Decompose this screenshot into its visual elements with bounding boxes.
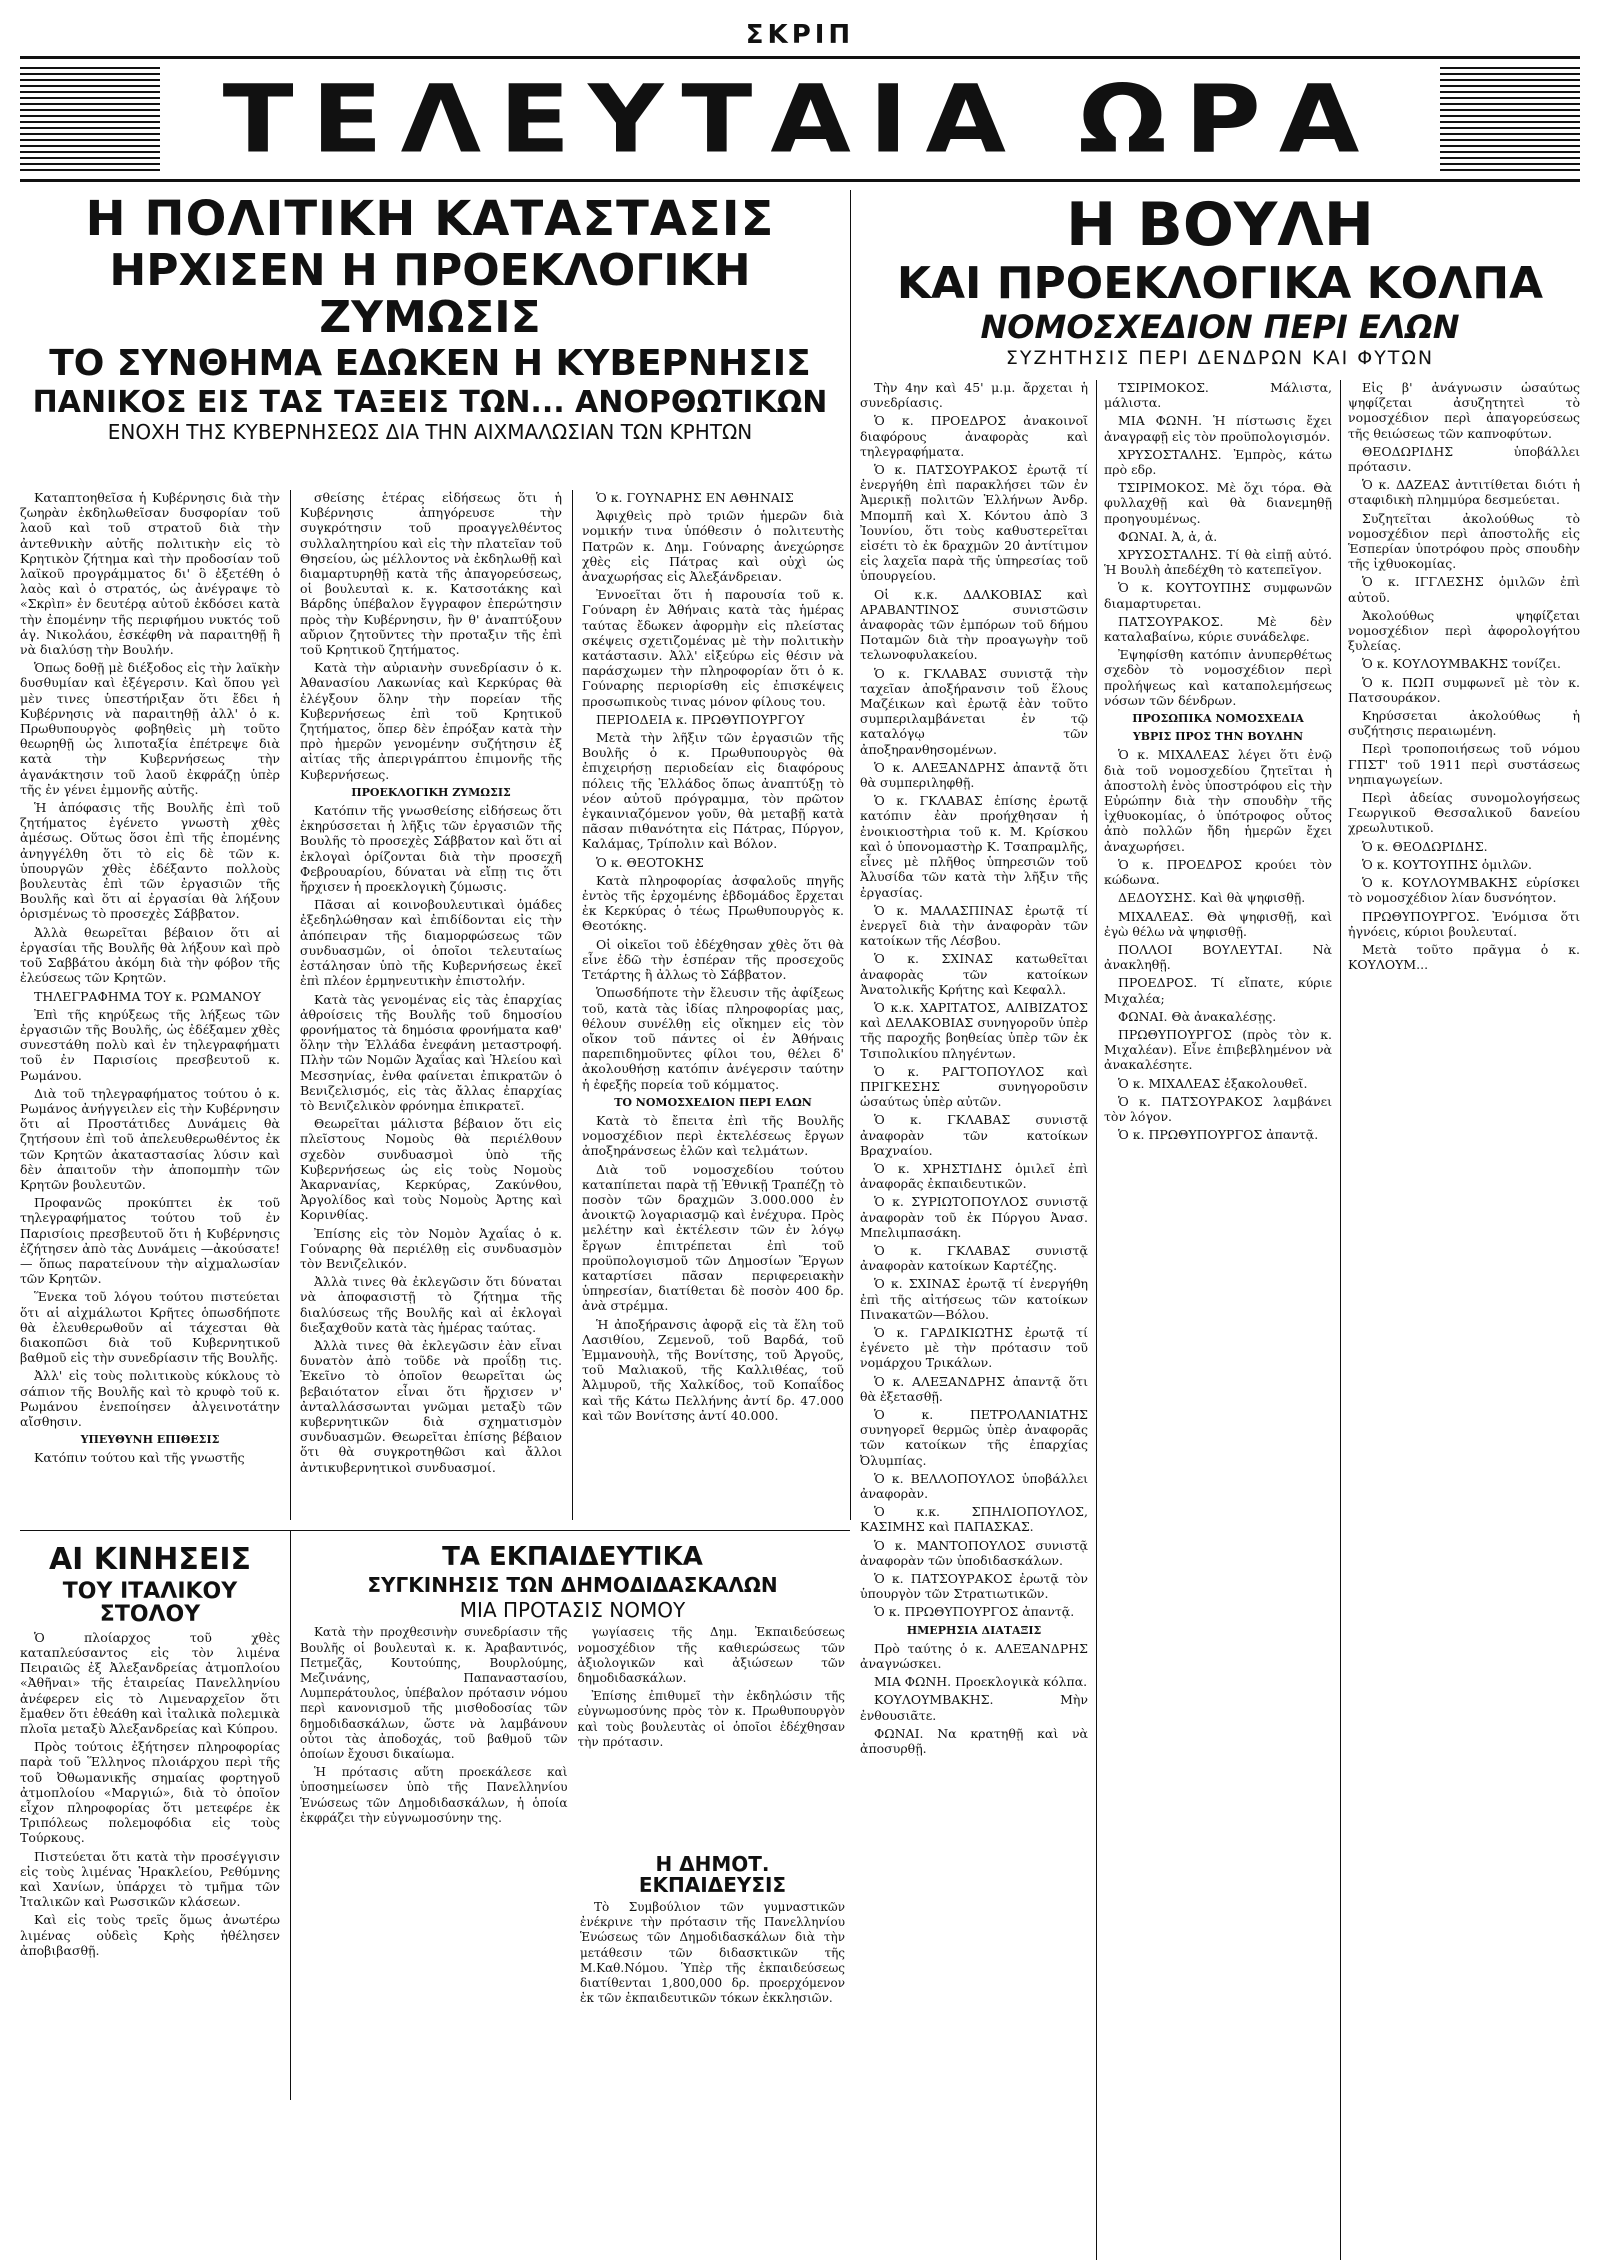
paragraph: Ὁ κ. ΜΑΛΑΣΠΙΝΑΣ ἐρωτᾷ τί ἐνεργεῖ διὰ τὴν ἀναφορὰν τῶν κατοίκων τῆς Λέσβου.	[860, 902, 1088, 949]
column-divider	[1340, 380, 1341, 2260]
paragraph: Καὶ εἰς τοὺς τρεῖς ὅμως ἀνωτέρω λιμένας οὐδεὶς Κρὴς ἠθέλησεν ἀποβιβασθῇ.	[20, 1912, 280, 1958]
paragraph: ΜΙΑ ΦΩΝΗ. Ἡ πίστωσις ἔχει ἀναγραφῇ εἰς τὸν προϋπολογισμόν.	[1104, 413, 1332, 444]
right-headline-2: ΚΑΙ ΠΡΟΕΚΛΟΓΙΚΑ ΚΟΛΠΑ	[896, 258, 1544, 309]
edu-body	[300, 1625, 568, 1829]
paragraph: Ἡ πρότασις αὕτη προεκάλεσε καὶ ὑποσημείωσεν ὑπὸ τῆς Πανελληνίου Ἑνώσεως τῶν Δημοδιδασκάλων, ἡ ὁποία ἐκφράζει τὴν εὐγνωμοσύνην της.	[300, 1765, 568, 1825]
edu-body-right	[578, 1625, 846, 1829]
left-column-3	[582, 490, 844, 1520]
paragraph: ΗΜΕΡΗΣΙΑ ΔΙΑΤΑΞΙΣ	[906, 1623, 1042, 1637]
paragraph: Ὁ κ. ΘΕΟΔΩΡΙΔΗΣ.	[1362, 838, 1488, 854]
paragraph: ΠΟΛΛΟΙ ΒΟΥΛΕΥΤΑΙ. Νὰ ἀνακληθῇ.	[1104, 941, 1332, 973]
banner	[20, 56, 1580, 182]
paragraph: Ὁπωσδήποτε τὴν ἔλευσιν τῆς ἀφίξεως τοῦ, κατὰ τὰς ἰδίας πληροφορίας μας, θέλουν συνέλθῃ εἰς οἴκημεν εἰς τὸν οἴκον τοῦ πάντες οἱ ἐν Ἀθήναις παρεπιδημοῦντες φίλοι του, θέλει δ' ἀκολουθήσῃ κατόπιν ἀνέγερσιν ταύτην ἡ ἐφεξῆς πορεία τοῦ κόμματος.	[582, 985, 844, 1092]
right-headline-3: ΝΟΜΟΣΧΕΔΙΟΝ ΠΕΡΙ ΕΛΩΝ	[980, 308, 1460, 347]
paragraph: Ἀλλ' εἰς τοὺς πολιτικοὺς κύκλους τὸ σάπιον τῆς Βουλῆς καὶ τὸ κρυφὸ τοῦ κ. Ρωμάνου ἐνεποίησεν ἀλγεινοτάτην αἴσθησιν.	[20, 1368, 280, 1429]
paragraph: Ὁ κ. ΚΟΥΛΟΥΜΒΑΚΗΣ τονίζει.	[1362, 656, 1561, 672]
paragraph: ΜΙΑ ΦΩΝΗ. Προεκλογικὰ κόλπα.	[874, 1674, 1088, 1690]
edu-headline-1: ΤΑ ΕΚΠΑΙΔΕΥΤΙΚΑ	[442, 1542, 703, 1572]
paragraph: ΘΕΟΔΩΡΙΔΗΣ ὑποβάλλει πρότασιν.	[1348, 443, 1580, 475]
paragraph: Ὁ κ. ΠΕΤΡΟΛΑΝΙΑΤΗΣ συνηγορεῖ θερμῶς ὑπὲρ ἀναφορᾶς τῶν κατοίκων τῆς ἐπαρχίας Ὀλυμπίας.	[860, 1407, 1088, 1468]
paragraph: Καταπτοηθεῖσα ἡ Κυβέρνησις διὰ τὴν ζωηρὰν ἐκδηλωθεῖσαν δυσφορίαν τοῦ λαοῦ καὶ τοῦ στρατοῦ διὰ τὴν ἀντεθνικὴν αὐτῆς πολιτικὴν εἰς τὸ Κρητικὸν ζήτημα καὶ τὴν προδοσίαν τοῦ λαϊκοῦ προγράμματος δι' ὃ ἐξετέθη ὁ λαὸς καὶ ὁ στρατός, ὡς ἀνέγραψε τὸ «Σκρὶπ» ἐν δευτέρᾳ αὐτοῦ ἐκδόσει κατὰ τὴν ἐπομένην τῆς περιφήμου νυκτός τοῦ ἁγ. Νικολάου, ἐσκέφθη νὰ παραιτηθῇ ἢ νὰ διαλύσῃ τὴν Βουλήν.	[20, 490, 280, 658]
paragraph: Οἱ οἰκεῖοι τοῦ ἐδέχθησαν χθὲς ὅτι θὰ εἶνε ἐδῶ τὴν ἑσπέραν τῆς προσεχοῦς Τετάρτης ἢ ἀλλως τὸ Σάββατον.	[582, 936, 844, 983]
paragraph: Ἐννοεῖται ὅτι ἡ παρουσία τοῦ κ. Γούναρη ἐν Ἀθήναις κατὰ τὰς ἡμέρας ταύτας ἔδωκεν ἀφορμὴν εἰς πλείστας σκέψεις σχετιζομένας μὲ τὴν πολιτικὴν κατάστασιν. Ἀλλ' εἰξεύρω εἰς θέσιν νὰ παράσχωμεν τὴν πληροφορίαν ὅτι ὁ κ. Γούναρης περιορίσθη εἰς ἐπισκέψεις προσωπικοὺς τινας μόνον φίλους του.	[582, 587, 844, 709]
paragraph: Περὶ τροποποιήσεως τοῦ νόμου ΓΠΣΤ' τοῦ 1911 περὶ συστάσεως νηπιαγωγείων.	[1348, 741, 1580, 787]
paragraph: Ἀφιχθεὶς πρὸ τριῶν ἡμερῶν διὰ νομικήν τινα ὑπόθεσιν ὁ πολιτευτὴς Πατρῶν κ. Δημ. Γούναρης ἀνεχώρησε χθὲς εἰς Πάτρας καὶ οὐχὶ ὡς ἀναχωρήσας εἰς Ἀλεξάνδρειαν.	[582, 508, 844, 585]
paragraph: Κατὰ πληροφορίας ἀσφαλοῦς πηγῆς ἐντὸς τῆς ἐρχομένης ἑβδομάδος ἔρχεται ἐκ Κερκύρας ὁ τέως Πρωθυπουργὸς κ. Θεοτόκης.	[582, 872, 844, 934]
paragraph: ΥΒΡΙΣ ΠΡΟΣ ΤΗΝ ΒΟΥΛΗΝ	[1132, 730, 1304, 744]
left-column-2	[300, 490, 562, 1520]
column-divider	[290, 1530, 291, 2100]
left-column-1	[20, 490, 280, 1520]
paragraph: Ἐπὶ τῆς κηρύξεως τῆς λήξεως τῶν ἐργασιῶν τῆς Βουλῆς, ὡς ἐδέξαμεν χθὲς συνεστάθη πολὺ καὶ ἐν τηλεγραφήματι τοῦ ἐν Παρισίοις πρεσβευτοῦ κ. Ρωμάνου.	[20, 1006, 280, 1083]
paragraph: Ὁ κ. ΡΑΓΤΟΠΟΥΛΟΣ καὶ ΠΡΙΓΚΕΣΗΣ συνηγοροῦσιν ὡσαύτως ὑπὲρ αὐτῶν.	[860, 1063, 1088, 1110]
paragraph: Ἐπίσης ἐπιθυμεῖ τὴν ἐκδηλώσιν τῆς εὐγνωμοσύνης πρὸς τὸν κ. Πρωθυπουργὸν καὶ τοὺς βουλευτὰς οἱ ὁποῖοι ἐδέχθησαν τὴν πρότασιν.	[577, 1689, 845, 1749]
paragraph: Ὁ κ.κ. ΣΠΗΛΙΟΠΟΥΛΟΣ, ΚΑΣΙΜΗΣ καὶ ΠΑΠΑΣΚΑΣ.	[860, 1504, 1088, 1535]
paragraph: Πιστεύεται ὅτι κατὰ τὴν προσέγγισιν εἰς τοὺς λιμένας Ἡρακλείου, Ρεθύμνης καὶ Χανίων, ὑπάρχει τὸ τμῆμα τῶν Ἰταλικῶν καὶ Ρωσσικῶν κλάσεων.	[20, 1848, 280, 1910]
paragraph: Ὁ κ. ΓΑΡΔΙΚΙΩΤΗΣ ἐρωτᾷ τί ἐγένετο μὲ τὴν πρότασιν τοῦ νομάρχου Τρικάλων.	[860, 1324, 1088, 1371]
paragraph: Ὁ κ. ΣΧΙΝΑΣ κατωθεῖται ἀναφορὰς τῶν κατοίκων Ἀνατολικῆς Κρήτης καὶ Κεφαλλ.	[860, 951, 1088, 997]
paragraph: Κατόπιν τῆς γνωσθείσης εἰδήσεως ὅτι ἐκηρύσσεται ἡ λῆξις τῶν ἐργασιῶν τῆς Βουλῆς τὸ προσεχὲς Σάββατον καὶ ὅτι αἱ ἐκλογαὶ ὁρίζονται διὰ τὴν προσεχῆ Φεβρουαρίου, δύναται νὰ εἴπῃ τις ὅτι ἤρχισεν ἡ προεκλογικὴ ζύμωσις.	[300, 803, 562, 895]
paragraph: Ὁ κ. ΠΡΟΕΔΡΟΣ ἀνακοινοῖ διαφόρους ἀναφορὰς καὶ τηλεγραφήματα.	[860, 413, 1088, 459]
left-headline-2: ΗΡΧΙΣΕΝ Η ΠΡΟΕΚΛΟΓΙΚΗ ΖΥΜΩΣΙΣ	[109, 245, 751, 343]
right-column-2	[1104, 380, 1332, 2260]
paragraph: Ὁ κ. ΙΓΓΛΕΣΗΣ ὁμιλῶν ἐπὶ αὐτοῦ.	[1348, 574, 1580, 605]
paragraph: Ὁ κ. ΚΟΥΛΟΥΜΒΑΚΗΣ εὑρίσκει τὸ νομοσχέδιον λίαν δυσνόητον.	[1348, 875, 1580, 906]
paragraph: Συζητεῖται ἀκολούθως τὸ νομοσχέδιον περὶ ἀποστολῆς εἰς Ἑσπερίαν ὑποτρόφου πρὸς σπουδὴν τῆς ἰχθυοκομίας.	[1348, 510, 1580, 572]
paragraph: Ὁ κ. ΣΥΡΙΩΤΟΠΟΥΛΟΣ συνιστᾷ ἀναφορὰν τοῦ ἐκ Πύργου Ἀνασ. Μπελιμπασάκη.	[860, 1194, 1088, 1240]
right-headline-block	[860, 190, 1580, 373]
paragraph: Ὁ κ. ΓΚΛΑΒΑΣ ἐπίσης ἐρωτᾷ κατόπιν ἐὰν προήχθησαν ἡ ἐνοικιοστὴρια τοῦ κ. Μ. Κρίσκου καὶ ὁ ὑπονομαστὴρ Κ. Τσαπραμλῆς, εἶνες μὲ πλῆθος ὑπηρεσιῶν τοῦ Ἀλυσίδα τῶν κατὰ τὴν λῆξιν τῆς ἐργασίας.	[860, 793, 1088, 900]
paragraph: Ἐπίσης εἰς τὸν Νομὸν Ἀχαΐας ὁ κ. Γούναρης θὰ περιέλθῃ εἰς συνδυασμὸν τὸν Βενιζελικόν.	[300, 1225, 562, 1271]
left-headline-4: ΠΑΝΙΚΟΣ ΕΙΣ ΤΑΣ ΤΑΞΕΙΣ ΤΩΝ... ΑΝΟΡΘΩΤΙΚΩΝ	[32, 384, 828, 420]
paragraph: ΤΟ ΝΟΜΟΣΧΕΔΙΟΝ ΠΕΡΙ ΕΛΩΝ	[614, 1095, 812, 1109]
edu-headline-2: ΣΥΓΚΙΝΗΣΙΣ ΤΩΝ ΔΗΜΟΔΙΔΑΣΚΑΛΩΝ	[367, 1573, 778, 1598]
paragraph: ΜΙΧΑΛΕΑΣ. Θὰ ψηφισθῇ, καὶ ἐγὼ θέλω νὰ ψηφισθῇ.	[1104, 908, 1332, 939]
navy-body	[20, 1630, 280, 1961]
column-divider	[290, 490, 291, 1520]
paragraph: ΤΗΛΕΓΡΑΦΗΜΑ ΤΟΥ κ. ΡΩΜΑΝΟΥ	[34, 988, 262, 1004]
paragraph: Ὁ κ.κ. ΧΑΡΙΤΑΤΟΣ, ΑΛΙΒΙΖΑΤΟΣ καὶ ΔΕΛΑΚΟΒΙΑΣ συνηγοροῦν ὑπὲρ τῆς παροχῆς βοηθείας ὑπὲρ τῶν ἐκ Τσιπολικίου πληγέντων.	[860, 999, 1088, 1061]
paragraph: Ἀλλὰ τινες θὰ ἐκλεγῶσιν ἐὰν εἶναι δυνατὸν ἀπὸ τοῦδε νὰ προΐδῃ τις. Ἐκεῖνο τὸ ὁποῖον θεωρεῖται ὡς βεβαιότατον εἶναι ὅτι ἤρχισεν ν' ἀνταλλάσσωνται γνῶμαι μεταξὺ τῶν κυβερνητικῶν διὰ σχηματισμὸν συνδυασμῶν. Θεωρεῖται ἐπίσης βέβαιον ὅτι θὰ συγκροτηθῶσι καὶ ἄλλοι ἀντικυβερνητικοὶ συνδυασμοί.	[300, 1337, 562, 1475]
education-article	[300, 1540, 845, 1840]
paragraph: ΦΩΝΑΙ. Να κρατηθῇ καὶ νὰ ἀποσυρθῇ.	[860, 1725, 1088, 1757]
paragraph: Ἀκολούθως ψηφίζεται νομοσχέδιον περὶ ἀφορολογήτου ξυλείας.	[1348, 607, 1580, 654]
paragraph: Πᾶσαι αἱ κοινοβουλευτικαὶ ὁμάδες ἐξεδηλώθησαν καὶ ἐπιδίδονται εἰς τὴν ἀπόπειραν τῆς διαμορφώσεως τῶν συνδυασμῶν, οἱ ὁποῖοι τελευταίως ἐστάλησαν ὑπὸ τῆς Κυβερνήσεως ἐκεῖ ἐπὶ πλέον ἑρμηνευτικὴν ἐπιστολήν.	[300, 897, 562, 989]
paragraph: Ἀλλὰ θεωρεῖται βέβαιον ὅτι αἱ ἐργασίαι τῆς Βουλῆς θὰ λήξουν καὶ πρὸ τοῦ Σαββάτου ἀκόμη διὰ τὴν φόβον τῆς ἐλεύσεως τῶν Κρητῶν.	[20, 924, 280, 986]
paragraph: Ὁ κ. ΓΚΛΑΒΑΣ συνιστᾷ ἀναφορὰν κατοίκων Καρτέζης.	[860, 1242, 1088, 1274]
paragraph: ΔΕΔΟΥΣΗΣ. Καὶ θὰ ψηφισθῇ.	[1118, 890, 1306, 906]
paragraph: Ἀλλὰ τινες θὰ ἐκλεγῶσιν ὅτι δύναται νὰ ἀποφασιστῇ τὸ ζήτημα τῆς διαλύσεως τῆς Βουλῆς καὶ αἱ ἐκλογαὶ διεξαχθοῦν κατὰ τὰς ἡμέρας ταύτας.	[300, 1274, 562, 1335]
paragraph: Ἡ ἀποξήρανσις ἀφορᾷ εἰς τὰ ἕλη τοῦ Λασιθίου, Ζεμενοῦ, τοῦ Βαρδά, τοῦ Ἐμμανουὴλ, τῆς Βονίτσης, τοῦ Ἀργοῦς, τοῦ Μαλιακοῦ, τῆς Καλλιθέας, τοῦ Ἀλμυροῦ, τῆς Χαλκίδος, τοῦ Κοπαΐδος καὶ τῆς Κάτω Πελλήνης ἀντί δρ. 47.000 καὶ τῶν Βονίτσης ἀντί 40.000.	[582, 1316, 844, 1423]
paragraph: Οἱ κ.κ. ΔΑΛΚΟΒΙΑΣ καὶ ΑΡΑΒΑΝΤΙΝΟΣ συνιστῶσιν ἀναφορὰς τῶν ἐμπόρων τοῦ δήμου Ποταμῶν διὰ τὴν προαγωγὴν τοῦ τελωνοφυλακείου.	[860, 586, 1088, 663]
paragraph: ΠΡΩΘΥΠΟΥΡΓΟΣ (πρὸς τὸν κ. Μιχαλέαν). Εἶνε ἐπιβεβλημένον νὰ ἀνακαλέσητε.	[1104, 1026, 1332, 1073]
paragraph: Ὁ κ. ΠΡΩΘΥΠΟΥΡΓΟΣ ἀπαντᾷ.	[874, 1604, 1075, 1620]
paragraph: Διὰ τοῦ νομοσχεδίου τούτου καταπίπεται παρὰ τῇ Ἐθνικῇ Τραπέζῃ τὸ ποσὸν τῶν δραχμῶν 3.000.000 ἐν ἀνοικτῷ λογαριασμῷ καὶ ἐνέχυρα. Πρὸς μελέτην καὶ ἐκτέλεσιν τῶν ἐν λόγῳ ἔργων ἐπιτρέπεται ἐπὶ τοῦ προϋπολογισμοῦ τῶν Δημοσίων Ἔργων καταρτίσει πᾶσαν περιφερειακὴν ὑπηρεσίαν, διατίθεται δὲ ποσὸν 400 δρ. ἀνὰ στρέμμα.	[582, 1161, 844, 1314]
column-divider-main	[850, 190, 851, 1520]
paragraph: ΠΡΩΘΥΠΟΥΡΓΟΣ. Ἐνόμισα ὅτι ἠγνόεις, κύριοι βουλευταί.	[1348, 908, 1580, 939]
paragraph: Κατὰ τὴν προχθεσινὴν συνεδρίασιν τῆς Βουλῆς οἱ βουλευταὶ κ. κ. Ἀραβαντινός, Πετμεζᾶς, Κουτούπης, Βουρλούμης, Μεζινάνης, Παπαναστασίου, Λυμπεράτουλος, ὑπέβαλον πρότασιν νόμου περὶ κανονισμοῦ τῆς μισθοδοσίας τῶν δημοδιδασκάλων, ὥστε νὰ λαμβάνουν οὗτοι τὰς ἀποδοχάς, τοῦ βαθμοῦ τῶν ὁποίων ἔχουσι δικαίωμα.	[300, 1625, 568, 1761]
paragraph: ΤΣΙΡΙΜΟΚΟΣ. Μὲ ὅχι τόρα. Θὰ φυλλαχθῇ καὶ θὰ διανεμηθῇ προηγουμένως.	[1104, 480, 1332, 526]
paragraph: Κατὰ τὸ ἔπειτα ἐπὶ τῆς Βουλῆς νομοσχέδιον περὶ ἐκτελέσεως ἔργων ἀποξηράνσεως ἑλῶν καὶ τελμάτων.	[582, 1112, 844, 1159]
page-body	[20, 190, 1580, 2116]
paragraph: Ὁ κ. ΧΡΗΣΤΙΔΗΣ ὁμιλεῖ ἐπὶ ἀναφορᾶς ἐκπαιδευτικῶν.	[860, 1160, 1088, 1192]
paragraph: Ὁ κ. ΠΡΩΘΥΠΟΥΡΓΟΣ ἀπαντᾷ.	[1118, 1127, 1319, 1143]
paragraph: Ὁ κ. ΚΟΥΤΟΥΠΗΣ συμφωνῶν διαμαρτυρεται.	[1104, 580, 1332, 611]
paragraph: ΤΣΙΡΙΜΟΚΟΣ. Μάλιστα, μάλιστα.	[1104, 380, 1332, 411]
paragraph: Ὁ κ. ΑΛΕΞΑΝΔΡΗΣ ἀπαντᾷ ὅτι θὰ ἐξετασθῇ.	[860, 1373, 1088, 1404]
paragraph: ΧΡΥΣΟΣΤΑΛΗΣ. Τί θὰ εἰπῇ αὐτό. Ἡ Βουλὴ ἀπεδέχθη τὸ κατεπεῖγον.	[1104, 547, 1332, 578]
paragraph: Ὁπως δοθῇ μὲ διέξοδος εἰς τὴν λαϊκὴν δυσθυμίαν καὶ ἐξέγερσιν. Καὶ ὅπου γεὶ μὲν τινες ὑπεστήριξαν ὅτι ἔδει ἡ Κυβέρνησις νὰ παραιτηθῇ ἀλλ' ὁ κ. Πρωθυπουργὸς φοβηθεὶς μὴ τοῦτο θεωρηθῇ ὡς λιποταξία ἐπέτρεψε διὰ κατὰ τὴν Κυβερνήσεως τὴν ἀγανάκτησιν τοῦ λαοῦ ἐκφράζῃ ὑπὲρ τῆς ἐν γένει ἐμμονῆς αὐτῆς.	[20, 660, 280, 797]
paragraph: ΦΩΝΑΙ. Θὰ ἀνακαλέσῃς.	[1118, 1008, 1277, 1024]
column-divider	[1096, 380, 1097, 2260]
paragraph: Ὁ κ. ΜΙΧΑΛΕΑΣ λέγει ὅτι ἐνῷ διὰ τοῦ νομοσχεδίου ζητεῖται ἡ ἀποστολὴ ἑνὸς ὑποστρόφου εἰς τὴν Εὐρώπην διὰ τὴν σπουδὴν τῆς ἰχθυοκομίας, ὁ ὑπότροφος οὗτος ἀπὸ πολλῶν ἤδη ἡμερῶν ἔχει ἀναχωρήσει.	[1104, 747, 1332, 854]
paragraph: Ἕνεκα τοῦ λόγου τούτου πιστεύεται ὅτι αἱ αἰχμάλωτοι Κρῆτες ὁπωσδήποτε θὰ ἐλευθερωθοῦν αἱ τάχεσται θὰ διακοπῶσι διὰ τοῦ Κυβερνητικοῦ βαθμοῦ εἰς τὴν συνεδρίασιν τῆς Βουλῆς.	[20, 1289, 280, 1366]
paragraph: Κηρύσσεται ἀκολούθως ἡ συζήτησις περαιωμένη.	[1348, 708, 1580, 739]
paragraph: Κατὰ τὰς γενομένας εἰς τὰς ἐπαρχίας ἀθροίσεις τῆς Βουλῆς τοῦ δημοσίου φρονήματος τὰ δημόσια φρονήματα καθ' ὅλην τὴν Ἑλλάδα ἐνεφάνη μεταστροφή. Πλὴν τῶν Νομῶν Ἀχαΐας καὶ Ἠλείου καὶ Μεσσηνίας, ἐνθα φαίνεται ἐπικρατῶν ὁ Βενιζελισμός, εἰς τὰς ἄλλας ἐπαρχίας τὸ Βενιζελικὸν φρόνημα ἐπικρατεῖ.	[300, 991, 562, 1113]
paragraph: Ὁ κ. ΠΩΠ συμφωνεῖ μὲ τὸν κ. Πατσουράκον.	[1348, 674, 1580, 705]
paragraph: Ἐψηφίσθη κατόπιν ἀνυπερθέτως σχεδὸν τὸ νομοσχέδιον περὶ προλήψεως καὶ καταπολεμήσεως νόσων τῶν δένδρων.	[1104, 647, 1332, 708]
navy-headline-2: ΤΟΥ ΙΤΑΛΙΚΟΥ ΣΤΟΛΟΥ	[62, 1578, 238, 1627]
paragraph: Ὁ κ. ΒΕΛΛΟΠΟΥΛΟΣ ὑποβάλλει ἀναφορὰν.	[860, 1470, 1088, 1502]
paragraph: ΠΡΟΕΔΡΟΣ. Τί εἴπατε, κύριε Μιχαλέα;	[1104, 975, 1332, 1006]
paragraph: Ὁ κ. ΠΡΟΕΔΡΟΣ κρούει τὸν κώδωνα.	[1104, 856, 1332, 888]
navy-article	[20, 1540, 280, 2100]
paragraph: ΚΟΥΛΟΥΜΒΑΚΗΣ. Μὴν ἐνθουσιᾶτε.	[860, 1692, 1088, 1723]
paragraph: Θεωρεῖται μάλιστα βέβαιον ὅτι εἰς πλεῖστους Νομοὺς θὰ περιέλθουν σχεδὸν συνδυασμοὶ ὑπὸ τῆς Κυβερνήσεως ὡς εἰς τοὺς Νομοὺς Ἀκαρνανίας, Κερκύρας, Ζακύνθου, Ἀργολίδος καὶ τοὺς Νομοὺς Ἀρτης καὶ Κορινθίας.	[300, 1116, 562, 1223]
paragraph: Ὁ κ. ΠΑΤΣΟΥΡΑΚΟΣ λαμβάνει τὸν λόγον.	[1104, 1093, 1332, 1124]
left-headline-1: Η ΠΟΛΙΤΙΚΗ ΚΑΤΑΣΤΑΣΙΣ	[85, 191, 775, 247]
paragraph: ΠΕΡΙΟΔΕΙΑ κ. ΠΡΩΘΥΠΟΥΡΓΟΥ	[596, 711, 805, 727]
paragraph: Πρὸς τούτοις ἐξήτησεν πληροφορίας παρὰ τοῦ Ἕλληνος πλοιάρχου περὶ τῆς τοῦ Ὀθωμανικῆς σημαίας φορτηγοῦ ἀτμοπλοίου «Μαργιώ», διὰ τὸ ὁποῖον εἶχον πληροφορίας ὅτι μετεφέρε ἐκ Τριπόλεως πολεμοφόδια εἰς τοὺς Τούρκους.	[20, 1739, 280, 1846]
paragraph: Τὸ Συμβούλιον τῶν γυμναστικῶν ἐνέκρινε τὴν πρότασιν τῆς Πανελληνίου Ἑνώσεως τῶν Δημοδιδασκάλων διὰ τὴν μετάθεσιν τῶν διδασκτικῶν τῆς Μ.Καθ.Νόμου. Ὑπὲρ τῆς ἐκπαιδεύσεως διατίθενται 1,800,000 δρ. προερχόμενον ἐκ τῶν ἐκπαιδευτικῶν τόκων ἐκκλησιῶν.	[580, 1900, 845, 2006]
paragraph: Κατόπιν τούτου καὶ τῆς γνωστῆς	[34, 1450, 245, 1466]
edu-headline-3: ΜΙΑ ΠΡΟΤΑΣΙΣ ΝΟΜΟΥ	[459, 1598, 686, 1623]
paper-name: ΣΚΡΙΠ	[745, 20, 855, 50]
municipal-education-article	[580, 1850, 845, 2100]
paragraph: Μετὰ τὴν λῆξιν τῶν ἐργασιῶν τῆς Βουλῆς ὁ κ. Πρωθυπουργὸς θὰ ἐπιχειρήσῃ περιοδείαν εἰς διαφόρους πόλεις τῆς Ἑλλάδος ὅπως ἀναπτύξῃ τὸ νέον αὐτοῦ πρόγραμμα, τὸν πρῶτον ἐγκαινιαζόμενον γοῦν, θὰ μεταβῇ κατὰ πᾶσαν πιθανότητα εἰς Πάτρας, Πύργον, Καλάμας, Τρίπολιν καὶ Βόλον.	[582, 730, 844, 852]
banner-hatch-left	[20, 67, 160, 171]
left-headline-5: ΕΝΟΧΗ ΤΗΣ ΚΥΒΕΡΝΗΣΕΩΣ ΔΙΑ ΤΗΝ ΑΙΧΜΑΛΩΣΙΑΝ ΤΩΝ ΚΡΗΤΩΝ	[107, 420, 753, 445]
paragraph: Ὁ κ. ΣΧΙΝΑΣ ἐρωτᾷ τί ἐνεργήθη ἐπὶ τῆς αἰτήσεως τῶν κατοίκων Πινακατῶν—Βόλου.	[860, 1276, 1088, 1322]
paragraph: Περὶ ἀδείας συνομολογήσεως Γεωργικοῦ Θεσσαλικοῦ δανείου χρεωλυτικοῦ.	[1348, 790, 1580, 836]
paragraph: ΧΡΥΣΟΣΤΑΛΗΣ. Ἐμπρὸς, κάτω πρὸ εδρ.	[1104, 446, 1332, 478]
paragraph: ΠΡΟΣΩΠΙΚΑ ΝΟΜΟΣΧΕΔΙΑ	[1132, 712, 1304, 726]
paragraph: Διὰ τοῦ τηλεγραφήματος τούτου ὁ κ. Ρωμάνος ἀνήγγειλεν εἰς τὴν Κυβέρνησιν ὅτι αἱ Προστάτιδες Δυνάμεις θὰ ζητήσουν ἐπὶ τοῦ ἀπελευθερωθέντος ἐκ τῶν Κρητῶν ἀκαταστασίας λύσιν καὶ δὲν ἀπαιτοῦν τὴν ἀποπομπὴν τῶν Κρητῶν βουλευτῶν.	[20, 1085, 280, 1192]
right-column-3	[1348, 380, 1580, 2260]
paragraph: Ὁ κ. ΓΟΥΝΑΡΗΣ ΕΝ ΑΘΗΝΑΙΣ	[596, 490, 794, 505]
paragraph: Ὁ κ. ΠΑΤΣΟΥΡΑΚΟΣ ἐρωτᾷ τί ἐνεργήθη ἐπὶ παρακλήσει τῶν ἐν Ἀμερικῇ πολιτῶν Ἑλλήνων Ἀνδρ. Μπομπῆ καὶ Χ. Κόντου ἀπὸ 3 Ἰουνίου, ὅτι τοὺς καθυστερεῖται εἰσέτι τὸ ἐκ δραχμῶν 20 ἀντίτιμον εἰς λαχεῖα παρὰ τῆς ὑπηρεσίας τοῦ ὑπουργείου.	[860, 462, 1088, 584]
paragraph: ΠΑΤΣΟΥΡΑΚΟΣ. Μὲ δὲν καταλαβαίνω, κύριε συνάδελφε.	[1104, 613, 1332, 645]
right-headline-4: ΣΥΖΗΤΗΣΙΣ ΠΕΡΙ ΔΕΝΔΡΩΝ ΚΑΙ ΦΥΤΩΝ	[1005, 346, 1435, 369]
paragraph: Ὁ κ. ΠΑΤΣΟΥΡΑΚΟΣ ἐρωτᾷ τὸν ὑπουργὸν τῶν Στρατιωτικῶν.	[860, 1571, 1088, 1602]
paragraph: Ὁ κ. ΚΟΥΤΟΥΠΗΣ ὁμιλῶν.	[1362, 856, 1533, 872]
paragraph: Ὁ κ. ΔΑΖΕΑΣ ἀντιτίθεται διότι ἡ σταφιδικὴ πλημμύρα δεσμεύεται.	[1348, 477, 1580, 508]
paragraph: σθείσης ἑτέρας εἰδήσεως ὅτι ἡ Κυβέρνησις ἀπηγόρευσε τὴν συγκρότησιν τοῦ προαγγελθέντος συλλαλητηρίου καὶ εἰς τὴν πλατεῖαν τοῦ Θησείου, ὡς μέλλοντος νὰ ἐκδηλωθῇ καὶ διαμαρτυρηθῇ κατὰ τῆς ἀπαγορεύσεως, οἱ βουλευταὶ κ. κ. Κατσοτάκης καὶ Βάρδης ὑπέβαλον ἔγγραφον ἐπερώτησιν πρὸς τὴν Κυβέρνησιν, ἣν θ' ἀναπτύξουν αὔριον ζητοῦντες τὴν προταξιν τῆς ἐπὶ τοῦ Κρητικοῦ ζητήματος.	[300, 490, 562, 658]
banner-hatch-right	[1440, 67, 1580, 171]
paragraph: Ὁ κ. ΜΙΧΑΛΕΑΣ ἐξακολουθεῖ.	[1118, 1075, 1308, 1091]
paragraph: Κατὰ τὴν αὐριανὴν συνεδρίασιν ὁ κ. Ἀθανασίου Λακωνίας καὶ Κερκύρας θὰ ἐλέγξουν ὅλην τὴν πορείαν τῆς Κυβερνήσεως ἐπὶ τοῦ Κρητικοῦ ζητήματος, ὅπερ δὲν ἐπρόξαν κατὰ τὴν πρὸ ἡμερῶν γενομένην συζήτησιν ἐξ αἰτίας τῆς ἀπεριγράπτου ἐπιμονῆς τῆς Κυβερνήσεως.	[300, 660, 562, 782]
paragraph: ΦΩΝΑΙ. Ἀ, ἀ, ἀ.	[1118, 528, 1218, 544]
paragraph: γωγίασεις τῆς Δημ. Ἐκπαιδεύσεως νομοσχέδιον τῆς καθιερώσεως τῶν ἀξιολογικῶν καὶ ἀξιώσεων τῶν δημοδιδασκάλων.	[577, 1625, 845, 1685]
banner-title: ΤΕΛΕΥΤΑΙΑ ΩΡΑ	[222, 64, 1378, 174]
paragraph: Ὁ κ. ΑΛΕΞΑΝΔΡΗΣ ἀπαντᾷ ὅτι θὰ συμπεριληφθῇ.	[860, 759, 1088, 791]
left-headline-3: ΤΟ ΣΥΝΘΗΜΑ ΕΔΩΚΕΝ Η ΚΥΒΕΡΝΗΣΙΣ	[49, 342, 811, 384]
paragraph: Ὁ κ. ΘΕΟΤΟΚΗΣ	[596, 854, 704, 870]
right-headline-1: Η ΒΟΥΛΗ	[1066, 190, 1374, 260]
bottom-divider	[20, 1530, 850, 1531]
paragraph: Ὁ πλοίαρχος τοῦ χθὲς καταπλεύσαντος εἰς τὸν λιμένα Πειραιῶς ἐξ Ἀλεξανδρείας ἀτμοπλοίου «Ἀθῆναι» τῆς ἑταιρείας Πανελληνίου ἀνέφερεν εἰς τὸ Λιμεναρχεῖον ὅτι ἔμαθεν ὅτι ἐθεάθη καὶ ἰταλικὰ πολεμικὰ πλοῖα μεταξὺ Ἀλεξανδρείας καὶ Κύπρου.	[20, 1629, 280, 1736]
paragraph: Ὁ κ. ΓΚΛΑΒΑΣ συνιστᾷ τὴν ταχεῖαν ἀποξήρανσιν τοῦ ἕλους Μαζέικων καὶ ἐρωτᾷ ἐὰν τοῦτο συμπεριλαμβάνεται ἐν τῷ καταλόγῳ τῶν ἀποξηρανθησομένων.	[860, 665, 1088, 757]
paragraph: Εἰς β' ἀνάγνωσιν ὡσαύτως ψηφίζεται ἀσυζητητεὶ τὸ νομοσχέδιον περὶ ἀπαγορεύσεως τῆς θειώσεως τῶν καπνοφύτων.	[1348, 380, 1580, 441]
left-headline-block	[20, 190, 840, 447]
column-divider	[572, 490, 573, 1520]
right-column-1	[860, 380, 1088, 2260]
paragraph: Μετὰ τοῦτο πρᾶγμα ὁ κ. ΚΟΥΛΟΥΜ...	[1348, 941, 1580, 973]
navy-headline-1: ΑΙ ΚΙΝΗΣΕΙΣ	[48, 1542, 252, 1577]
paragraph: Ἡ ἀπόφασις τῆς Βουλῆς ἐπὶ τοῦ ζητήματος ἐγένετο γνωστὴ χθὲς ἀμέσως. Οὕτως ὅσοι ἐπὶ τῆς ἐπομένης ἀνηγγέλθη ὅτι τὸ εἰς δὲ τῶν κ. ὑπουργῶν χθὲς ἐδέξαντο πολλοὺς βουλευτὰς ἐπὶ τῶν ἐργασιῶν τῆς Βουλῆς καὶ ὅτι αἱ ἐργασίαι θὰ λήξουν ὁρισμένως τὸ προσεχὲς Σάββατον.	[20, 800, 280, 922]
dimos-headline: Η ΔΗΜΟΤ. ΕΚΠΑΙΔΕΥΣΙΣ	[638, 1852, 787, 1897]
paragraph: Προφανῶς προκύπτει ἐκ τοῦ τηλεγραφήματος τούτου τοῦ ἐν Παρισίοις πρεσβευτοῦ ὅτι ἡ Κυβέρνησις ἐζήτησεν ἀπὸ τὰς Δυνάμεις —ἀκούσατε!— ὅπως παρατείνουν τὴν αἰχμαλωσίαν τῶν Κρητῶν.	[20, 1195, 280, 1287]
paragraph: Τὴν 4ην καὶ 45' μ.μ. ἄρχεται ἡ συνεδρίασις.	[860, 380, 1088, 411]
dimos-body	[580, 1900, 845, 2009]
paragraph: ΠΡΟΕΚΛΟΓΙΚΗ ΖΥΜΩΣΙΣ	[351, 785, 511, 799]
paragraph: ΥΠΕΥΘΥΝΗ ΕΠΙΘΕΣΙΣ	[80, 1433, 220, 1447]
paragraph: Ὁ κ. ΜΑΝΤΟΠΟΥΛΟΣ συνιστᾷ ἀναφορὰν τῶν ὑποδιδασκάλων.	[860, 1537, 1088, 1568]
paragraph: Πρὸ ταύτης ὁ κ. ΑΛΕΞΑΝΔΡΗΣ ἀναγνώσκει.	[860, 1640, 1088, 1672]
paragraph: Ὁ κ. ΓΚΛΑΒΑΣ συνιστᾷ ἀναφορὰν τῶν κατοίκων Βραχναίου.	[860, 1112, 1088, 1158]
